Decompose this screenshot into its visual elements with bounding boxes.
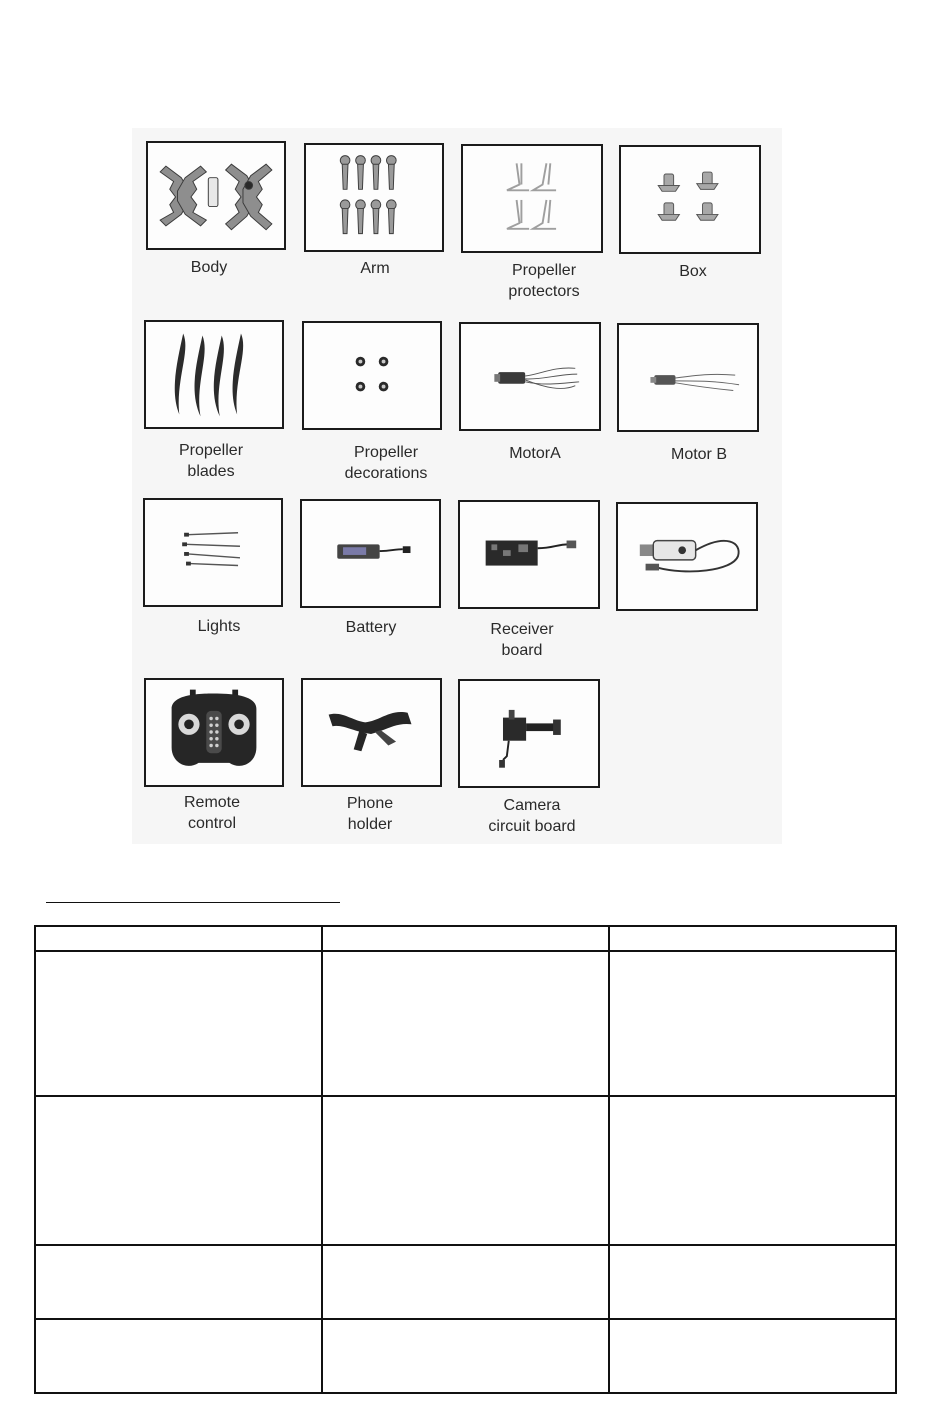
part-label: Remote control (183, 794, 241, 832)
part-label: Box (679, 263, 707, 280)
table-cell (35, 951, 322, 1096)
remote-control-icon (144, 678, 284, 787)
motor-box-icon (619, 145, 761, 254)
table-row (35, 926, 896, 951)
receiver-board-icon (458, 500, 600, 609)
table-row (35, 1319, 896, 1393)
table-cell (35, 926, 322, 951)
part-label: Propeller blades (178, 442, 244, 480)
part-label: Lights (197, 618, 241, 635)
battery-icon (300, 499, 441, 608)
phone-holder-icon (301, 678, 442, 787)
arm-icon (304, 143, 444, 252)
propeller-cap-icon (302, 321, 442, 430)
table-cell (609, 1319, 896, 1393)
part-label: Propeller decorations (344, 444, 428, 482)
camera-board-icon (458, 679, 600, 788)
part-label: Phone holder (346, 795, 394, 833)
part-label: Motor B (670, 446, 727, 463)
table-cell (322, 951, 609, 1096)
propeller-blade-icon (144, 320, 284, 429)
table-cell (322, 926, 609, 951)
table-row (35, 951, 896, 1096)
table-cell (609, 1096, 896, 1245)
table-cell (35, 1245, 322, 1319)
part-label: Receiver board (490, 621, 554, 659)
part-label: Propeller protectors (508, 262, 580, 300)
table-cell (322, 1096, 609, 1245)
usb-charger-icon (616, 502, 758, 611)
part-label: MotorA (509, 445, 561, 462)
parts-table (34, 925, 897, 1394)
motor-b-icon (617, 323, 759, 432)
part-label: Body (190, 259, 228, 276)
table-cell (322, 1319, 609, 1393)
drone-body-icon (146, 141, 286, 250)
table-cell (35, 1319, 322, 1393)
table-cell (609, 926, 896, 951)
table-cell (609, 951, 896, 1096)
part-label: Battery (345, 619, 397, 636)
table-cell (35, 1096, 322, 1245)
table-row (35, 1096, 896, 1245)
section-heading-underline (46, 902, 340, 903)
propeller-protector-icon (461, 144, 603, 253)
part-label: Arm (360, 260, 390, 277)
table-cell (322, 1245, 609, 1319)
table-cell (609, 1245, 896, 1319)
motor-a-icon (459, 322, 601, 431)
table-row (35, 1245, 896, 1319)
part-label: Camera circuit board (488, 797, 576, 835)
led-lights-icon (143, 498, 283, 607)
